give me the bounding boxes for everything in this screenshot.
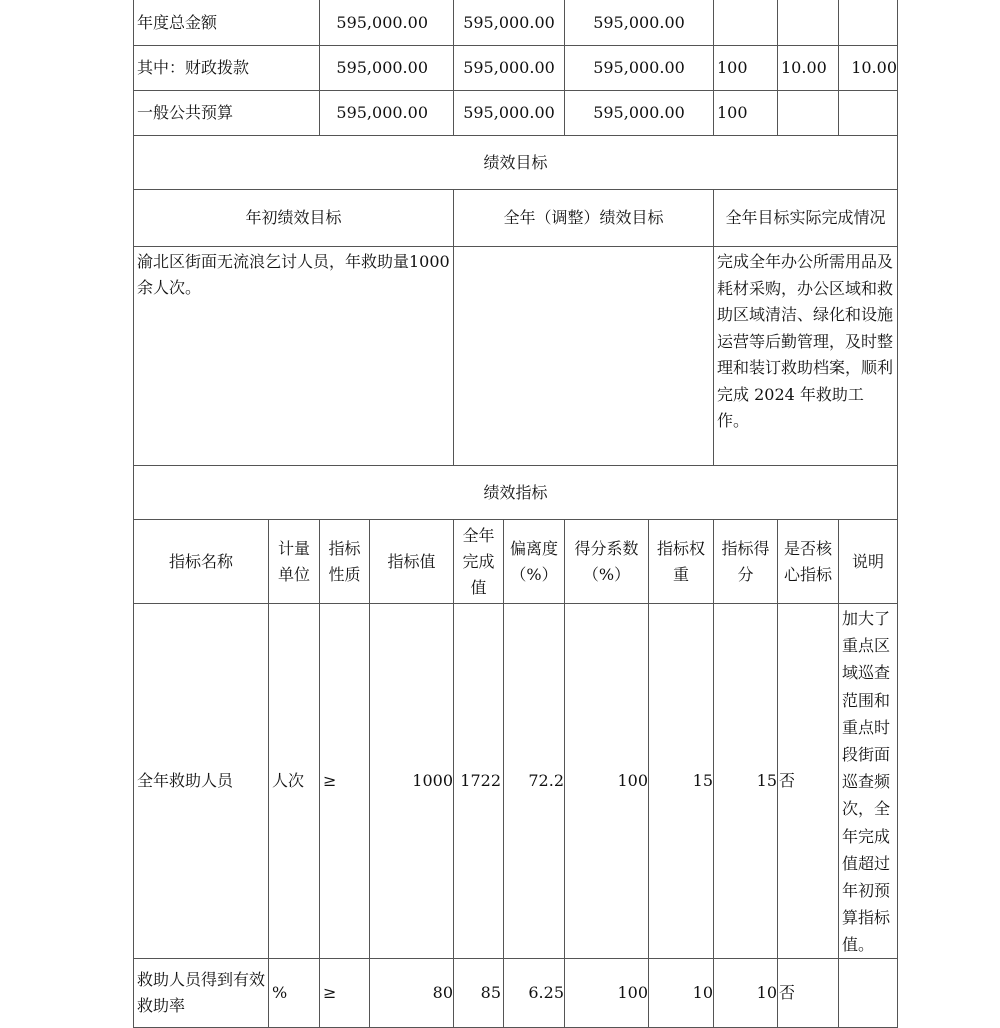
indicator-weight: 15 bbox=[648, 603, 714, 959]
weight: 10.00 bbox=[777, 45, 839, 91]
weight bbox=[777, 0, 839, 46]
actual-amount: 595,000.00 bbox=[564, 0, 714, 46]
indicator-target: 80 bbox=[369, 958, 454, 1028]
header-nature: 指标性质 bbox=[319, 519, 370, 604]
execution-rate bbox=[713, 0, 778, 46]
goals-section-title: 绩效目标 bbox=[133, 135, 898, 190]
indicator-name: 全年救助人员 bbox=[133, 603, 269, 959]
initial-amount: 595,000.00 bbox=[319, 45, 454, 91]
header-unit: 计量单位 bbox=[268, 519, 320, 604]
header-score: 指标得分 bbox=[713, 519, 778, 604]
initial-amount: 595,000.00 bbox=[319, 0, 454, 46]
indicator-target: 1000 bbox=[369, 603, 454, 959]
actual-completion-text: 完成全年办公所需用品及耗材采购，办公区域和救助区域清洁、绿化和设施运营等后勤管理，及时整理和装订救助档案，顺利完成 2024 年救助工作。 bbox=[713, 246, 898, 466]
indicator-completed: 85 bbox=[453, 958, 504, 1028]
indicators-section-title: 绩效指标 bbox=[133, 465, 898, 520]
actual-amount: 595,000.00 bbox=[564, 90, 714, 136]
indicator-is-core: 否 bbox=[777, 958, 839, 1028]
score bbox=[838, 0, 898, 46]
indicator-deviation: 6.25 bbox=[503, 958, 565, 1028]
adjusted-amount: 595,000.00 bbox=[453, 45, 565, 91]
header-completed-value: 全年完成值 bbox=[453, 519, 504, 604]
header-notes: 说明 bbox=[838, 519, 898, 604]
adjusted-amount: 595,000.00 bbox=[453, 0, 565, 46]
execution-rate: 100 bbox=[713, 45, 778, 91]
indicator-name: 救助人员得到有效救助率 bbox=[133, 958, 269, 1028]
indicator-notes: 加大了重点区域巡查范围和重点时段街面巡查频次，全年完成值超过年初预算指标值。 bbox=[838, 603, 898, 959]
weight bbox=[777, 90, 839, 136]
indicator-weight: 10 bbox=[648, 958, 714, 1028]
adjusted-goal-text bbox=[453, 246, 714, 466]
header-initial-goal: 年初绩效目标 bbox=[133, 189, 454, 247]
header-score-coefficient: 得分系数（%） bbox=[564, 519, 649, 604]
header-is-core: 是否核心指标 bbox=[777, 519, 839, 604]
indicator-unit: 人次 bbox=[268, 603, 320, 959]
indicator-score: 10 bbox=[713, 958, 778, 1028]
indicator-coefficient: 100 bbox=[564, 958, 649, 1028]
row-label: 其中：财政拨款 bbox=[133, 45, 320, 91]
indicator-completed: 1722 bbox=[453, 603, 504, 959]
header-weight: 指标权重 bbox=[648, 519, 714, 604]
indicator-coefficient: 100 bbox=[564, 603, 649, 959]
header-deviation: 偏离度（%） bbox=[503, 519, 565, 604]
row-label: 一般公共预算 bbox=[133, 90, 320, 136]
header-actual-completion: 全年目标实际完成情况 bbox=[713, 189, 898, 247]
indicator-is-core: 否 bbox=[777, 603, 839, 959]
row-label: 年度总金额 bbox=[133, 0, 320, 46]
score: 10.00 bbox=[838, 45, 898, 91]
indicator-nature: ≥ bbox=[319, 958, 370, 1028]
header-target-value: 指标值 bbox=[369, 519, 454, 604]
adjusted-amount: 595,000.00 bbox=[453, 90, 565, 136]
header-adjusted-goal: 全年（调整）绩效目标 bbox=[453, 189, 714, 247]
indicator-nature: ≥ bbox=[319, 603, 370, 959]
initial-goal-text: 渝北区街面无流浪乞讨人员，年救助量1000 余人次。 bbox=[133, 246, 454, 466]
initial-amount: 595,000.00 bbox=[319, 90, 454, 136]
actual-amount: 595,000.00 bbox=[564, 45, 714, 91]
indicator-score: 15 bbox=[713, 603, 778, 959]
indicator-deviation: 72.2 bbox=[503, 603, 565, 959]
score bbox=[838, 90, 898, 136]
header-indicator-name: 指标名称 bbox=[133, 519, 269, 604]
execution-rate: 100 bbox=[713, 90, 778, 136]
indicator-unit: % bbox=[268, 958, 320, 1028]
